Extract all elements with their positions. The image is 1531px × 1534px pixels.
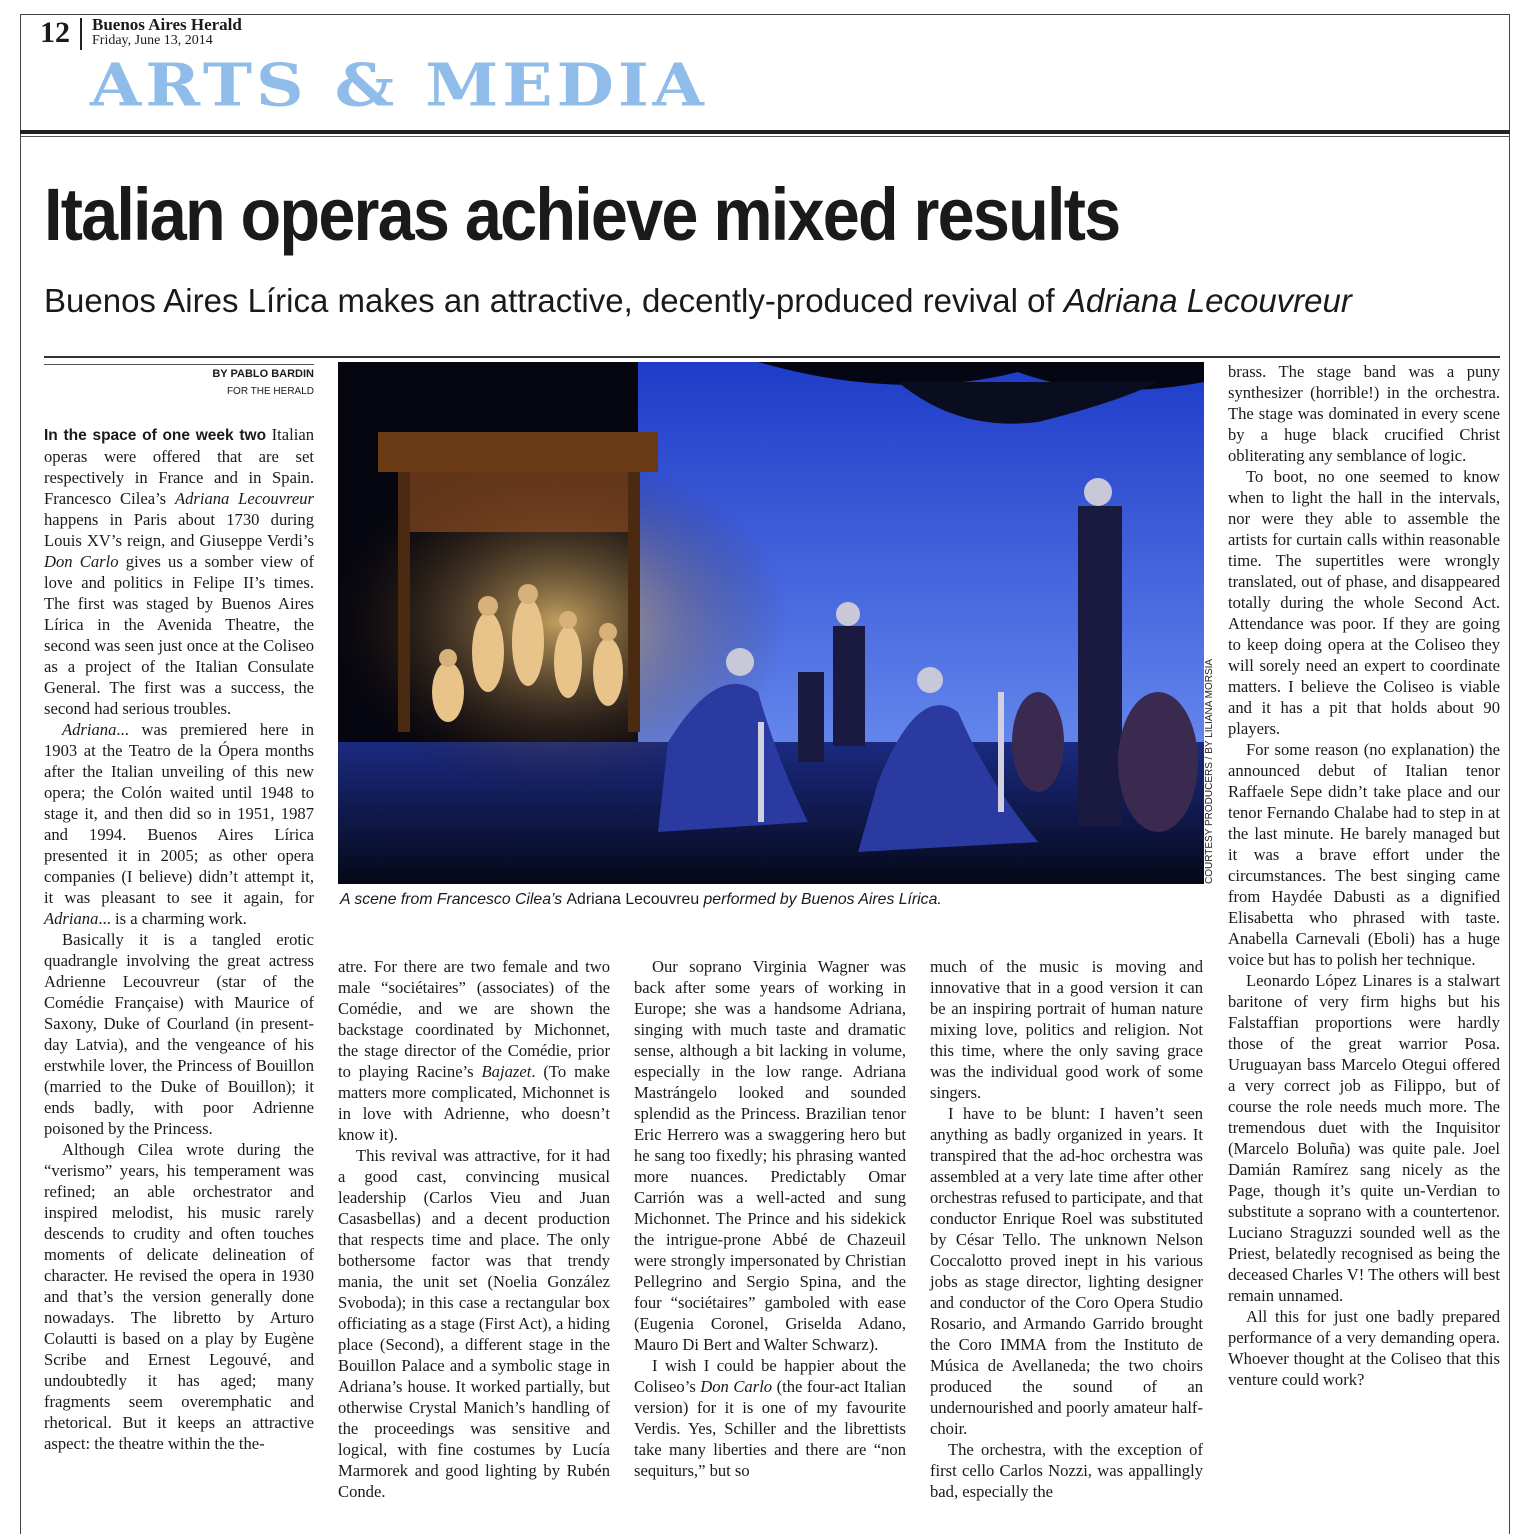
article-column-3 [634, 956, 906, 1481]
subhead-text: Buenos Aires Lírica makes an attractive, decently-produced revival of [44, 282, 1064, 319]
paragraph: To boot, no one seemed to know when to light the hall in the intervals, nor were they able to assemble the artists for curtain calls within reasonable time. The supertitles were wrongly translated, out of phase, and disappeared totally during the whole Second Act. Attendance was poor. If they are going to keep doing opera at the Coliseo they will sorely need an expert to coordinate matters. I believe the Coliseo is viable and it has a pit that holds about 90 players. [1228, 467, 1500, 738]
byline-affiliation: FOR THE HERALD [226, 386, 314, 397]
text-run: atre. For there are two female and two male “sociétaires” (associates) of the Comédie, and we are shown the backstage coordinated by Michonnet, the stage director of the Comédie, prior to playing Racine’s [338, 957, 610, 1081]
section-title: ARTS & MEDIA [90, 49, 708, 120]
paragraph [44, 424, 314, 719]
photo-caption [340, 891, 1206, 909]
caption-text: A scene from Francesco Cilea’s [340, 891, 567, 908]
text-run: . (To make matters more complicated, Michonnet is in love with Adrienne, who doesn’t know it). [338, 1062, 610, 1144]
subhead-rule [44, 356, 1500, 358]
paragraph: much of the music is moving and innovative that in a good version it can be an inspiring portrait of human nature mixing love, politics and religion. Not this time, where the only saving grace was the individual good work of some singers. [930, 957, 1203, 1102]
dateline: Friday, June 13, 2014 [92, 33, 213, 48]
paragraph [44, 719, 314, 929]
text-run: happens in Paris about 1730 during Louis XV’s reign, and Giuseppe Verdi’s [44, 510, 314, 550]
text-run: ... is a charming work. [98, 909, 247, 928]
page-number: 12 [40, 16, 70, 49]
paragraph: Our soprano Virginia Wagner was back after some years of working in Europe; she was a handsome Adriana, singing with much taste and dramatic sense, although a bit lacking in volume, especially in the low range. Adriana Mastrángelo looked and sounded splendid as the Princess. Brazilian tenor Eric Herrero was a swaggering hero but he sang too fixedly; his phrasing wanted more nuances. Predictably Omar Carrión was a well-acted and sung Michonnet. The Prince and his sidekick the intrigue-prone Abbé de Chazeuil were strongly impersonated by Christian Pellegrino and Sergio Spina, and the four “sociétaires” gamboled with ease (Eugenia Coronel, Griselda Adano, Mauro Di Bert and Walter Schwarz). [634, 957, 906, 1354]
paragraph: Although Cilea wrote during the “verismo” years, his temperament was refined; an able orchestrator and inspired melodist, his music rarely descends to crudity and often touches moments of delicate delineation of character. He revised the opera in 1930 and that’s the version generally done nowadays. The libretto by Arturo Colautti is based on a play by Eugène Scribe and Ernest Legouvé, and undoubtedly it has aged; many fragments seem overemphatic and rhetorical. But it keeps an attractive aspect: the theatre within the the- [44, 1140, 314, 1453]
paragraph [634, 1355, 906, 1481]
page-number-divider [80, 18, 82, 50]
text-run: ... was premiered here in 1903 at the Teatro de la Ópera months after the Italian unveiling of this new opera; the Colón waited until 1948 to stage it, and then did so in 1951, 1987 and 1994. Buenos Aires Lírica presented it in 2005; as other opera companies (I believe) didn’t attempt it, it was pleasant to see it again, for [44, 720, 314, 907]
headline: Italian operas achieve mixed results [44, 173, 1120, 256]
section-rule-thin [20, 136, 1510, 137]
paragraph: Leonardo López Linares is a stalwart baritone of very firm highs but his Falstaffian proportions were hardly those of the great warrior Posa. Uruguayan bass Marcelo Otegui offered a very correct job as Filippo, but of course the role needs much more. The tremendous duet with the Inquisitor (Marcelo Boluña) was quite pale. Joel Damián Ramírez sang nicely as the Page, though it’s quite un-Verdian to substitute a soprano with a countertenor. Luciano Straguzzi sounded well as the Priest, belatedly recognised as being the deceased Charles V! The others will best remain unnamed. [1228, 971, 1500, 1305]
subhead-opera-title: Adriana Lecouvreur [1063, 282, 1352, 319]
paragraph: brass. The stage band was a puny synthesizer (horrible!) in the orchestra. The stage was dominated in every scene by a huge black crucified Christ obliterating any semblance of logic. [1228, 362, 1500, 465]
caption-text: performed by Buenos Aires Lírica. [699, 891, 942, 908]
paragraph: All this for just one badly prepared performance of a very demanding opera. Whoever thought at the Coliseo that this venture could work? [1228, 1307, 1500, 1389]
paragraph: This revival was attractive, for it had a good cast, convincing musical leadership (Carlos Vieu and Juan Casasbellas) and a decent production that respects time and place. The only bothersome factor was that trendy mania, the unit set (Noelia González Svoboda); in this case a rectangular box officiating as a stage (First Act), a hiding place (Second), a different stage in the Bouillon Palace and a symbolic stage in Adriana’s house. It worked partially, but otherwise Crystal Manich’s handling of the proceedings was sensitive and logical, with fine costumes by Lucía Marmorek and good lighting by Rubén Conde. [338, 1146, 610, 1501]
paragraph: The orchestra, with the exception of first cello Carlos Nozzi, was appallingly bad, especially the [930, 1440, 1203, 1501]
caption-opera-title: Adriana Lecouvreu [566, 891, 700, 908]
text-run-italic: Bajazet [481, 1062, 532, 1081]
subhead [44, 283, 1504, 319]
text-run: Italian operas were offered that are set respectively in France and in Spain. Francesco Cilea’s [44, 425, 314, 508]
stage-photo-illustration [338, 362, 1204, 884]
article-column-2 [338, 956, 610, 1502]
paragraph: I have to be blunt: I haven’t seen anything as badly organized in years. It transpired that the ad-hoc orchestra was assembled at a very late time after other orchestras refused to participate, and that conductor Enrique Roel was substituted by César Tello. The unknown Nelson Coccalotto proved inept in his various jobs as stage director, lighting designer and conductor of the Coro Opera Studio Rosario, and Armando Garrido brought the Coro IMMA from the Instituto de Música de Avellaneda; the two choirs produced the sound of an undernourished and poorly amateur half-choir. [930, 1104, 1203, 1438]
text-run-italic: Adriana [44, 909, 99, 928]
paragraph [338, 956, 610, 1145]
byline: BY PABLO BARDIN [212, 368, 314, 380]
paragraph: Basically it is a tangled erotic quadrangle involving the great actress Adrienne Lecouvreur (star of the Comédie Française) with Maurice of Saxony, Duke of Courland (in present-day Latvia), and the vengeance of his erstwhile lover, the Princess of Bouillon (married to the Duke of Bouillon); it ends badly, with poor Adrienne poisoned by the Princess. [44, 930, 314, 1138]
text-run: (the four-act Italian version) for it is one of my favourite Verdis. Yes, Schiller and the librettists take many liberties and there are “non sequiturs,” but so [634, 1377, 906, 1480]
text-run: gives us a somber view of love and politics in Felipe II’s times. The first was staged by Buenos Aires Lírica in the Avenida Theatre, the second was seen just once at the Coliseo as a project of the Italian Consulate General. The first was a success, the second had serious troubles. [44, 552, 314, 718]
text-run: I wish I could be happier about the Coliseo’s [634, 1356, 906, 1396]
lead-in: In the space of one week two [44, 427, 267, 444]
article-column-4 [930, 956, 1203, 1502]
article-column-1 [44, 424, 314, 1454]
paragraph: For some reason (no explanation) the announced debut of Italian tenor Raffaele Sepe didn’t take place and our tenor Fernando Chalabe had to step in at the last minute. He barely managed but it was a brave effort under the circumstances. The best singing came from Haydée Dabusti as a dignified Elisabetta who phrased with taste. Anabella Carnevali (Eboli) has a huge voice but has to polish her technique. [1228, 740, 1500, 969]
article-column-5 [1228, 361, 1500, 1390]
text-run-italic: Adriana Lecouvreur [174, 489, 314, 508]
section-rule [20, 130, 1510, 134]
photo-credit: COURTESY PRODUCERS / BY LILIANA MORSIA [1204, 658, 1215, 884]
stage-photo [338, 362, 1204, 884]
byline-rule [44, 364, 314, 365]
masthead: Buenos Aires Herald [92, 15, 242, 34]
text-run-italic: Don Carlo [44, 552, 119, 571]
text-run-italic: Don Carlo [700, 1377, 773, 1396]
text-run-italic: Adriana [62, 720, 117, 739]
